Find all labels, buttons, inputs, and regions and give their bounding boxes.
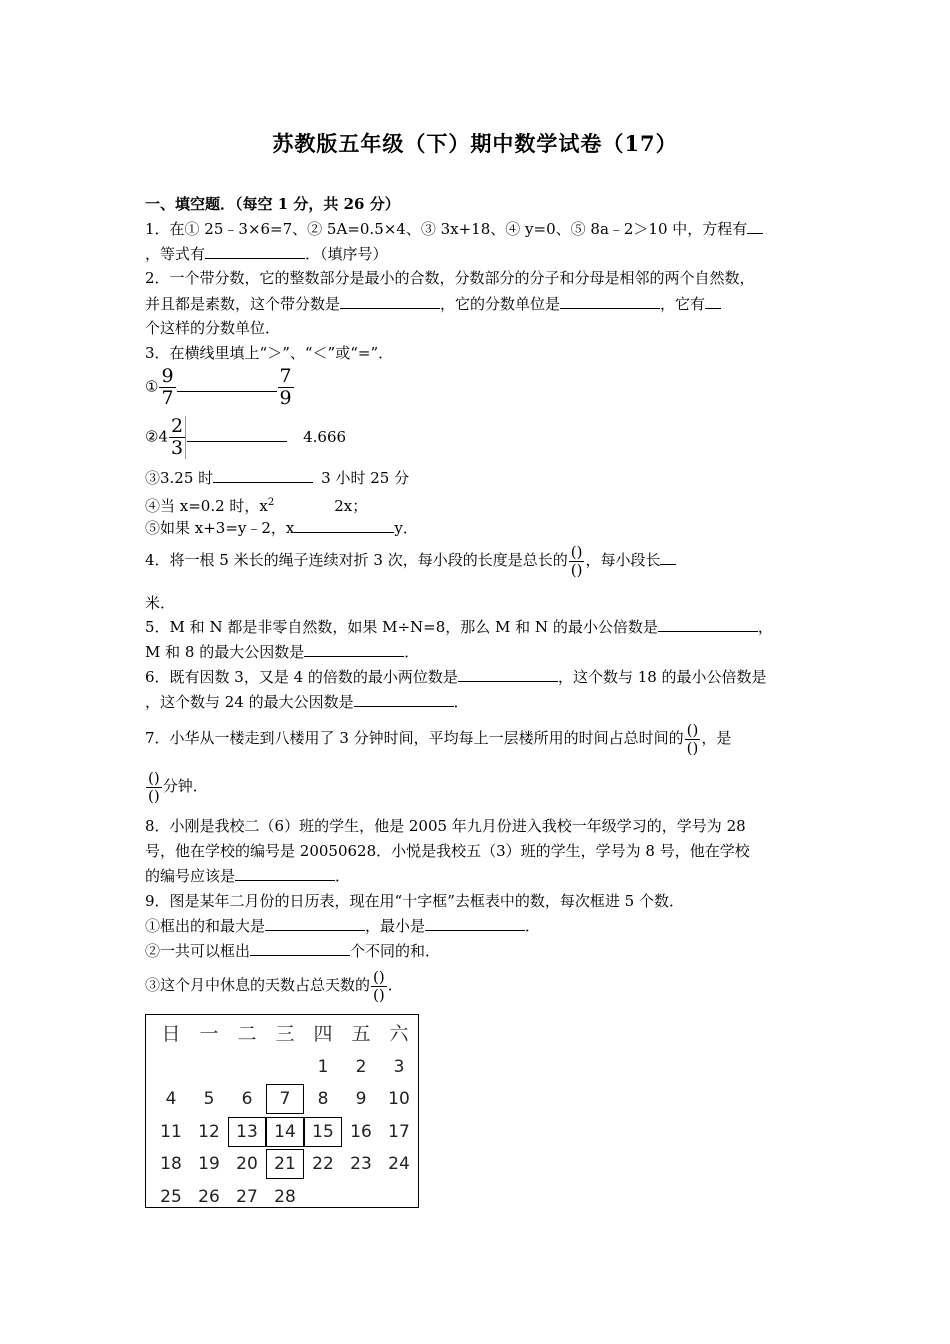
fraction-blank[interactable] [685,722,701,757]
q5-blank-lcm[interactable] [658,617,758,632]
frac-num: () [148,768,160,787]
q2-blank-count[interactable] [705,294,721,309]
q8-line1: 8．小刚是我校二（6）班的学生，他是 2005 年九月份进入我校一年级学习的，学号为 28 [145,817,746,835]
fraction-blank[interactable] [371,969,387,1004]
q3-item2-mark: ②4 [145,427,168,446]
calendar-day: 12 [198,1121,220,1142]
q6-text-1a: 6．既有因数 3，又是 4 的倍数的最小两位数是 [145,668,458,686]
q5-line1 [145,617,773,637]
q3-item1-mark: ① [145,377,159,396]
q3-blank-2[interactable] [187,427,287,442]
frac-num: 2 [171,415,184,437]
q2-blank-unit[interactable] [560,294,660,309]
february-calendar [145,1014,419,1208]
q8-text-3a: 的编号应该是 [145,867,236,885]
fraction-blank[interactable] [146,770,162,805]
q2-text-2a: 并且都是素数，这个带分数是 [145,295,341,313]
q9-text-2b: 个不同的和． [350,942,441,960]
calendar-header: 日 [161,1023,181,1045]
frac-den: 9 [279,387,292,409]
q3-blank-3[interactable] [213,468,313,483]
q6-text-1b: ，这个数与 18 的最小公倍数是 [557,668,767,686]
q4-blank-length[interactable] [660,550,676,565]
calendar-day: 8 [317,1089,329,1109]
q5-text-1b: ， [757,618,773,636]
q2-text-2c: ，它有 [660,295,706,313]
calendar-day: 23 [350,1154,372,1174]
fraction-2-3 [169,416,186,459]
calendar-day: 18 [160,1154,182,1174]
q9-blank-max[interactable] [265,916,365,931]
q8-line3 [145,866,350,886]
q1-text-2a: ，等式有 [145,245,206,263]
page-title: 苏教版五年级（下）期中数学试卷（17） [272,131,678,156]
q5-text-2b: ． [404,643,420,661]
q2-text-2b: ，它的分数单位是 [440,295,561,313]
q7-text-1a: 7．小华从一楼走到八楼用了 3 分钟时间，平均每上一层楼所用的时间占总时间的 [145,729,684,747]
calendar-day: 20 [236,1154,258,1174]
q1-text: 1．在① 25﹣3×6=7、② 5A=0.5×4、③ 3x+18、④ y=0、⑤ 8a﹣2＞10 中，方程有 [145,220,748,238]
q2-line1: 2．一个带分数，它的整数部分是最小的合数，分数部分的分子和分母是相邻的两个自然数， [145,269,755,287]
q3-item4-left: ④当 x=0.2 时，x [145,497,268,515]
frac-num: 7 [279,365,292,387]
q4-line1 [145,538,676,582]
calendar-day-boxed: 14 [266,1117,304,1147]
q5-blank-gcd[interactable] [304,642,404,657]
q2-line2 [145,294,721,314]
frac-num: () [686,720,699,739]
q1-text-2b: ．（填序号） [305,245,388,263]
section-heading: 一、填空题．（每空 1 分，共 26 分） [145,195,400,213]
calendar-day: 3 [393,1056,405,1077]
q3-item5-left: ⑤如果 x+3=y﹣2，x [145,519,295,537]
calendar-header: 二 [237,1023,257,1045]
frac-den: () [373,985,385,1004]
q3-blank-1[interactable] [177,377,277,392]
q3-item4 [145,493,367,516]
fraction-7-9 [278,366,294,409]
q8-blank-code[interactable] [235,866,335,881]
q7-line2 [145,764,208,808]
frac-num: () [570,542,583,561]
q4-text-1a: 4．将一根 5 米长的绳子连续对折 3 次，每小段的长度是总长的 [145,551,568,569]
calendar-day: 1 [317,1056,329,1077]
calendar-day: 9 [355,1089,367,1109]
q6-line1 [145,667,767,687]
q7-line1 [145,710,731,766]
fraction-blank[interactable] [569,544,585,579]
q3-item3-right: 3 小时 25 分 [321,469,410,487]
calendar-day: 27 [236,1186,258,1207]
q9-text-3a: ③这个月中休息的天数占总天数的 [145,976,371,994]
q9-text-1c: ． [525,917,541,935]
calendar-day: 28 [274,1186,296,1207]
q3-item1 [145,366,295,409]
q3-item2 [145,416,346,459]
calendar-day: 24 [388,1154,410,1174]
frac-den: () [148,786,160,805]
calendar-day: 17 [388,1121,410,1142]
calendar-header: 一 [199,1023,219,1045]
calendar-day: 4 [165,1089,177,1109]
q6-blank-gcd[interactable] [354,692,454,707]
q5-text-2a: M 和 8 的最大公因数是 [145,643,305,661]
q1-line2 [145,244,388,264]
q9-text-1a: ①框出的和最大是 [145,917,266,935]
q7-text-2: 分钟． [162,777,208,795]
frac-den: () [686,738,699,757]
frac-den: 7 [161,387,174,409]
q9-text-3b: ． [387,976,403,994]
q9-blank-min[interactable] [425,916,525,931]
q6-line2 [145,692,469,712]
q9-part2 [145,941,440,961]
q7-text-1b: ，是 [701,729,732,747]
q4-text-1b: ，每小段长 [585,551,661,569]
q3-item5-right: y． [394,519,418,537]
fraction-9-7 [159,366,175,409]
frac-num: () [373,967,385,986]
q9-text-1b: ，最小是 [365,917,426,935]
q3-blank-5[interactable] [294,518,394,533]
q3-item4-right: 2x； [334,497,368,515]
q5-text-1a: 5．M 和 N 都是非零自然数，如果 M÷N=8，那么 M 和 N 的最小公倍数是 [145,618,658,636]
calendar-header: 六 [389,1023,409,1045]
exponent: 2 [267,497,275,508]
q3-item5 [145,518,418,538]
calendar-header: 五 [351,1023,371,1045]
q2-blank-mixed-number[interactable] [340,294,440,309]
frac-den: () [570,560,583,579]
q1-line1 [145,219,763,239]
calendar-day-boxed: 15 [304,1117,342,1147]
frac-num: 9 [161,365,174,387]
q9-text-2a: ②一共可以框出 [145,942,251,960]
calendar-day-boxed: 13 [228,1117,266,1147]
q1-blank-equation[interactable] [747,219,763,234]
calendar-day: 5 [203,1089,215,1109]
calendar-day-boxed: 21 [266,1149,304,1179]
frac-den: 3 [171,437,184,459]
q9-line1: 9．图是某年二月份的日历表，现在用“十字框”去框表中的数，每次框进 5 个数． [145,892,684,910]
calendar-day: 26 [198,1186,220,1207]
calendar-day: 11 [160,1121,182,1142]
q6-text-2b: ． [453,693,469,711]
calendar-day: 2 [355,1056,367,1077]
calendar-day: 25 [160,1186,182,1207]
calendar-header: 三 [275,1023,295,1045]
q8-line2: 号，他在学校的编号是 20050628．小悦是我校五（3）班的学生，学号为 8 号，他在学校 [145,842,750,860]
calendar-day: 10 [388,1089,410,1109]
calendar-day: 22 [312,1154,334,1174]
calendar-header: 四 [313,1023,333,1045]
q3-item3-left: ③3.25 时 [145,469,214,487]
q2-line3: 个这样的分数单位． [145,319,281,337]
calendar-day: 16 [350,1121,372,1142]
q4-line2: 米． [145,594,176,612]
q9-blank-count[interactable] [250,941,350,956]
q3-item3 [145,468,409,488]
q1-blank-equality[interactable] [205,244,305,259]
q8-text-3b: ． [335,867,351,885]
calendar-day-boxed: 7 [266,1084,304,1114]
calendar-day: 19 [198,1154,220,1174]
q3-item2-right: 4.666 [303,427,347,446]
calendar-day: 6 [241,1089,253,1109]
q5-line2 [145,642,419,662]
q6-blank-number[interactable] [458,667,558,682]
q9-part1 [145,916,540,936]
q3-intro: 3．在横线里填上“＞”、“＜”或“=”． [145,344,394,362]
q9-part3 [145,960,403,1010]
q6-text-2a: ，这个数与 24 的最大公因数是 [145,693,354,711]
